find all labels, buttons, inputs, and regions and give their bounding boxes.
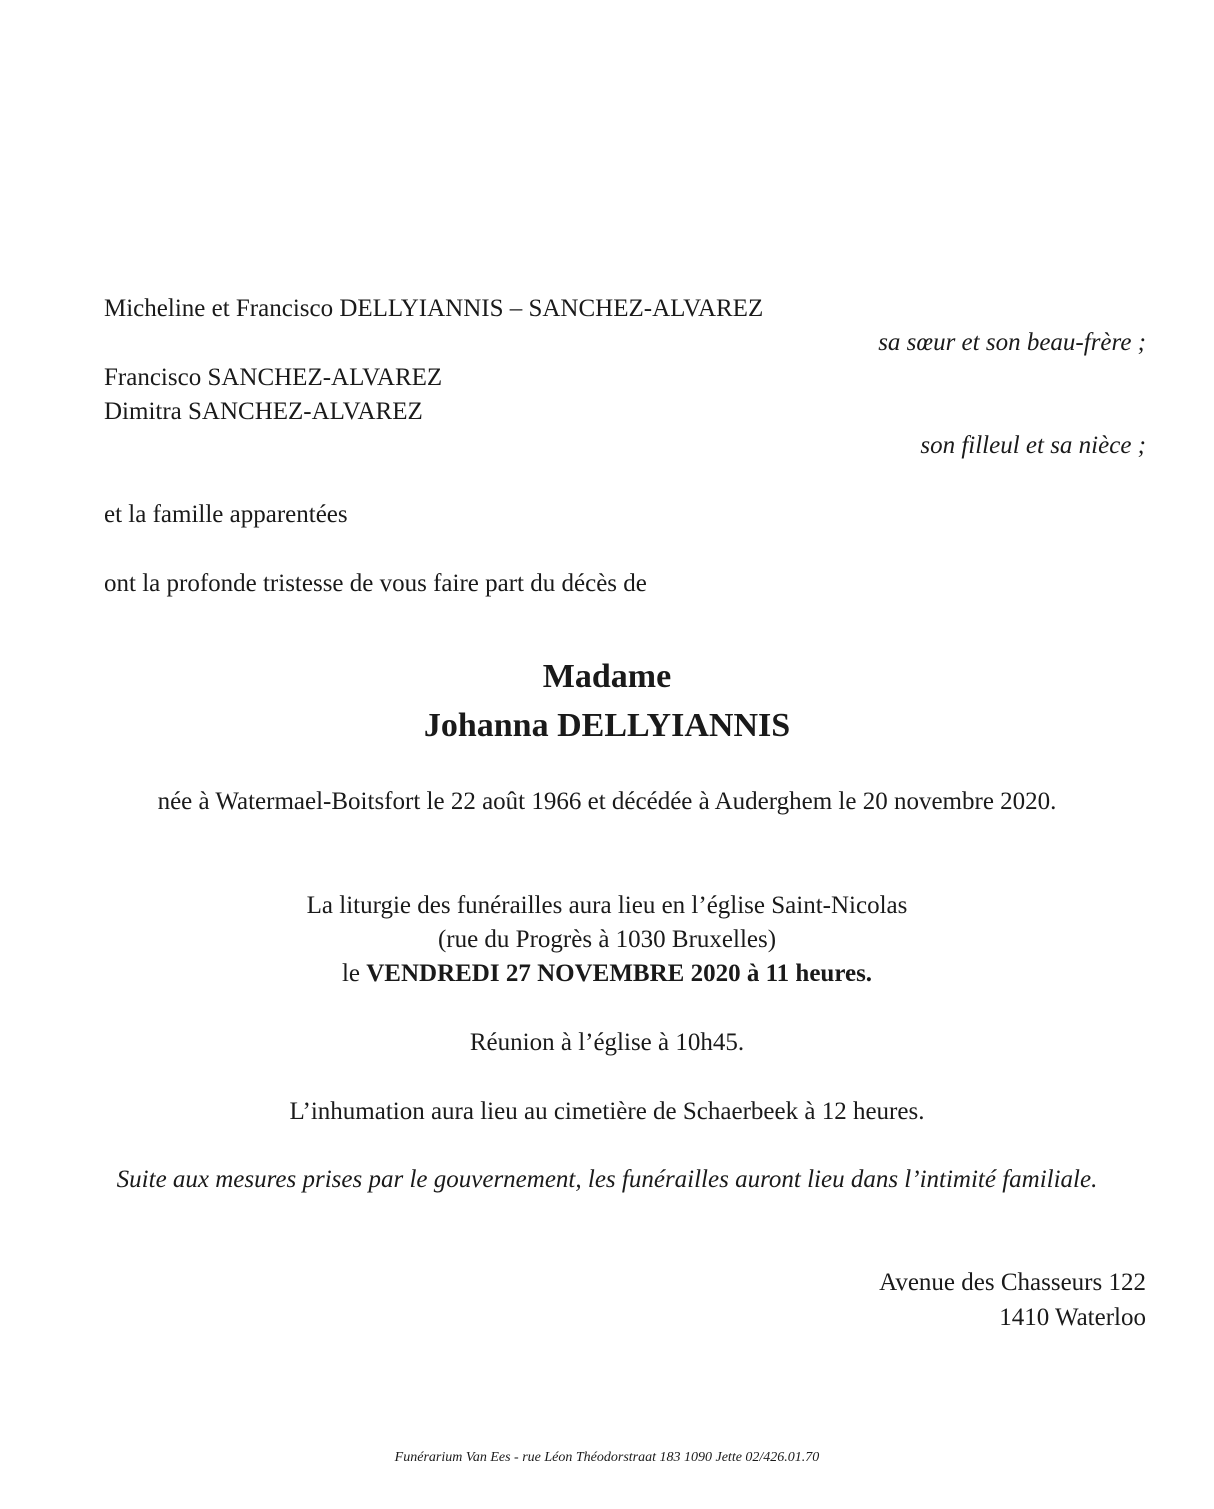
meeting-text: Réunion à l’église à 10h45. — [469, 1029, 745, 1056]
relation-godson-niece: son filleul et sa nièce ; — [920, 432, 1146, 459]
relation-sister: sa sœur et son beau-frère ; — [878, 329, 1146, 356]
intimacy-notice: Suite aux mesures prises par le gouvernement, les funérailles auront lieu dans l’intimité familiale. — [116, 1166, 1098, 1193]
liturgy-text: La liturgie des funérailles aura lieu en l’église Saint-Nicolas — [306, 892, 908, 919]
funeral-date: VENDREDI 27 NOVEMBRE 2020 à 11 heures. — [366, 960, 873, 987]
burial-text: L’inhumation aura lieu au cimetière de Schaerbeek à 12 heures. — [289, 1098, 925, 1125]
birth-death-dates: née à Watermael-Boitsfort le 22 août 1966 et décédée à Auderghem le 20 novembre 2020. — [157, 788, 1057, 815]
address-street: Avenue des Chasseurs 122 — [879, 1269, 1146, 1296]
announcement-text: ont la profonde tristesse de vous faire part du décès de — [104, 570, 647, 597]
address-city: 1410 Waterloo — [999, 1304, 1146, 1331]
family-line-relatives: et la famille apparentées — [104, 501, 348, 528]
deceased-name: Johanna DELLYIANNIS — [423, 707, 791, 744]
deceased-title: Madame — [542, 658, 672, 695]
funeral-date-prefix: le — [341, 960, 367, 987]
funeral-date-line — [0, 959, 1214, 989]
family-line-sister: Micheline et Francisco DELLYIANNIS – SANCHEZ-ALVAREZ — [104, 295, 764, 322]
funeral-home-footer: Funérarium Van Ees - rue Léon Théodorstraat 183 1090 Jette 02/426.01.70 — [394, 1450, 820, 1465]
church-address: (rue du Progrès à 1030 Bruxelles) — [437, 926, 777, 953]
family-line-niece: Dimitra SANCHEZ-ALVAREZ — [104, 398, 423, 425]
family-line-godson: Francisco SANCHEZ-ALVAREZ — [104, 364, 443, 391]
